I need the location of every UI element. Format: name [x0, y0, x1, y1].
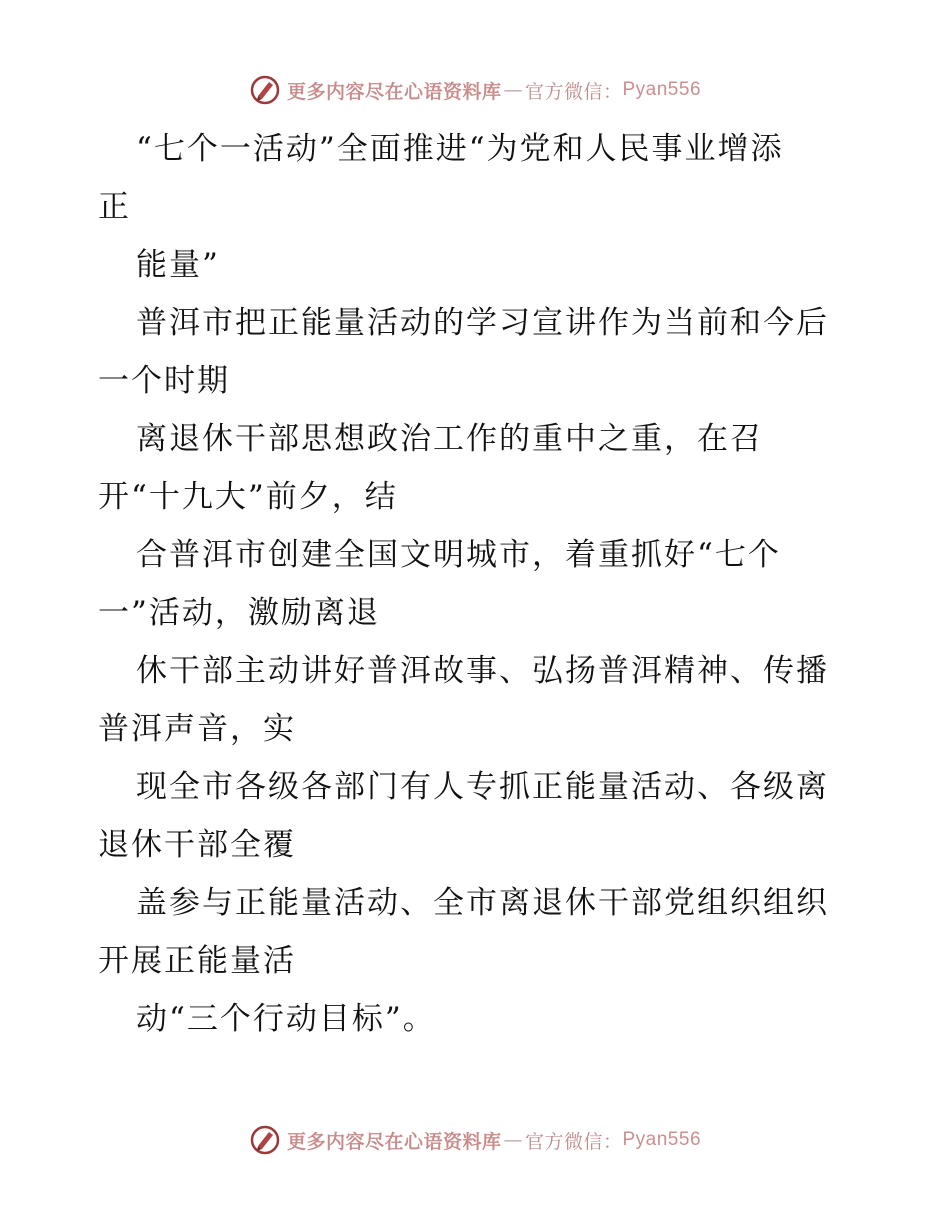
banner-wechat-id: Pyan556 [622, 79, 702, 100]
document-line: 能量” [136, 247, 220, 283]
banner-separator: — [503, 1129, 523, 1151]
banner-main-text: 更多内容尽在心语资料库 [286, 80, 502, 103]
banner-text [287, 1127, 701, 1154]
document-body [98, 120, 858, 1048]
banner-main-text: 更多内容尽在心语资料库 [286, 1130, 502, 1153]
document-line: 退休干部全覆 [98, 827, 296, 863]
document-line: 动“三个行动目标”。 [136, 1001, 436, 1037]
document-line: 一”活动，激励离退 [98, 595, 380, 631]
banner-wechat-label: 官方微信： [524, 80, 623, 103]
document-line: 盖参与正能量活动、全市离退休干部党组织组织 [136, 885, 829, 921]
document-line: 离退休干部思想政治工作的重中之重，在召 [136, 421, 763, 457]
banner-text [287, 77, 701, 104]
document-line: 开“十九大”前夕，结 [98, 479, 398, 515]
document-line: 开展正能量活 [98, 943, 296, 979]
banner-separator: — [503, 79, 523, 101]
document-line: 休干部主动讲好普洱故事、弘扬普洱精神、传播 [136, 653, 829, 689]
document-line: 普洱市把正能量活动的学习宣讲作为当前和今后 [136, 305, 829, 341]
banner-wechat-label: 官方微信： [524, 1130, 623, 1153]
document-line: 一个时期 [98, 363, 230, 399]
document-line: 普洱声音，实 [98, 711, 296, 747]
document-line: 合普洱市创建全国文明城市，着重抓好“七个 [136, 537, 781, 573]
document-line: 现全市各级各部门有人专抓正能量活动、各级离 [136, 769, 829, 805]
pen-logo-icon [249, 1124, 281, 1156]
document-title-line: “七个一活动”全面推进“为党和人民事业增添 [136, 131, 784, 167]
footer-banner [0, 1120, 950, 1160]
header-banner [0, 70, 950, 110]
document-line: 正 [98, 189, 131, 225]
pen-logo-icon [249, 74, 281, 106]
banner-wechat-id: Pyan556 [622, 1129, 702, 1150]
